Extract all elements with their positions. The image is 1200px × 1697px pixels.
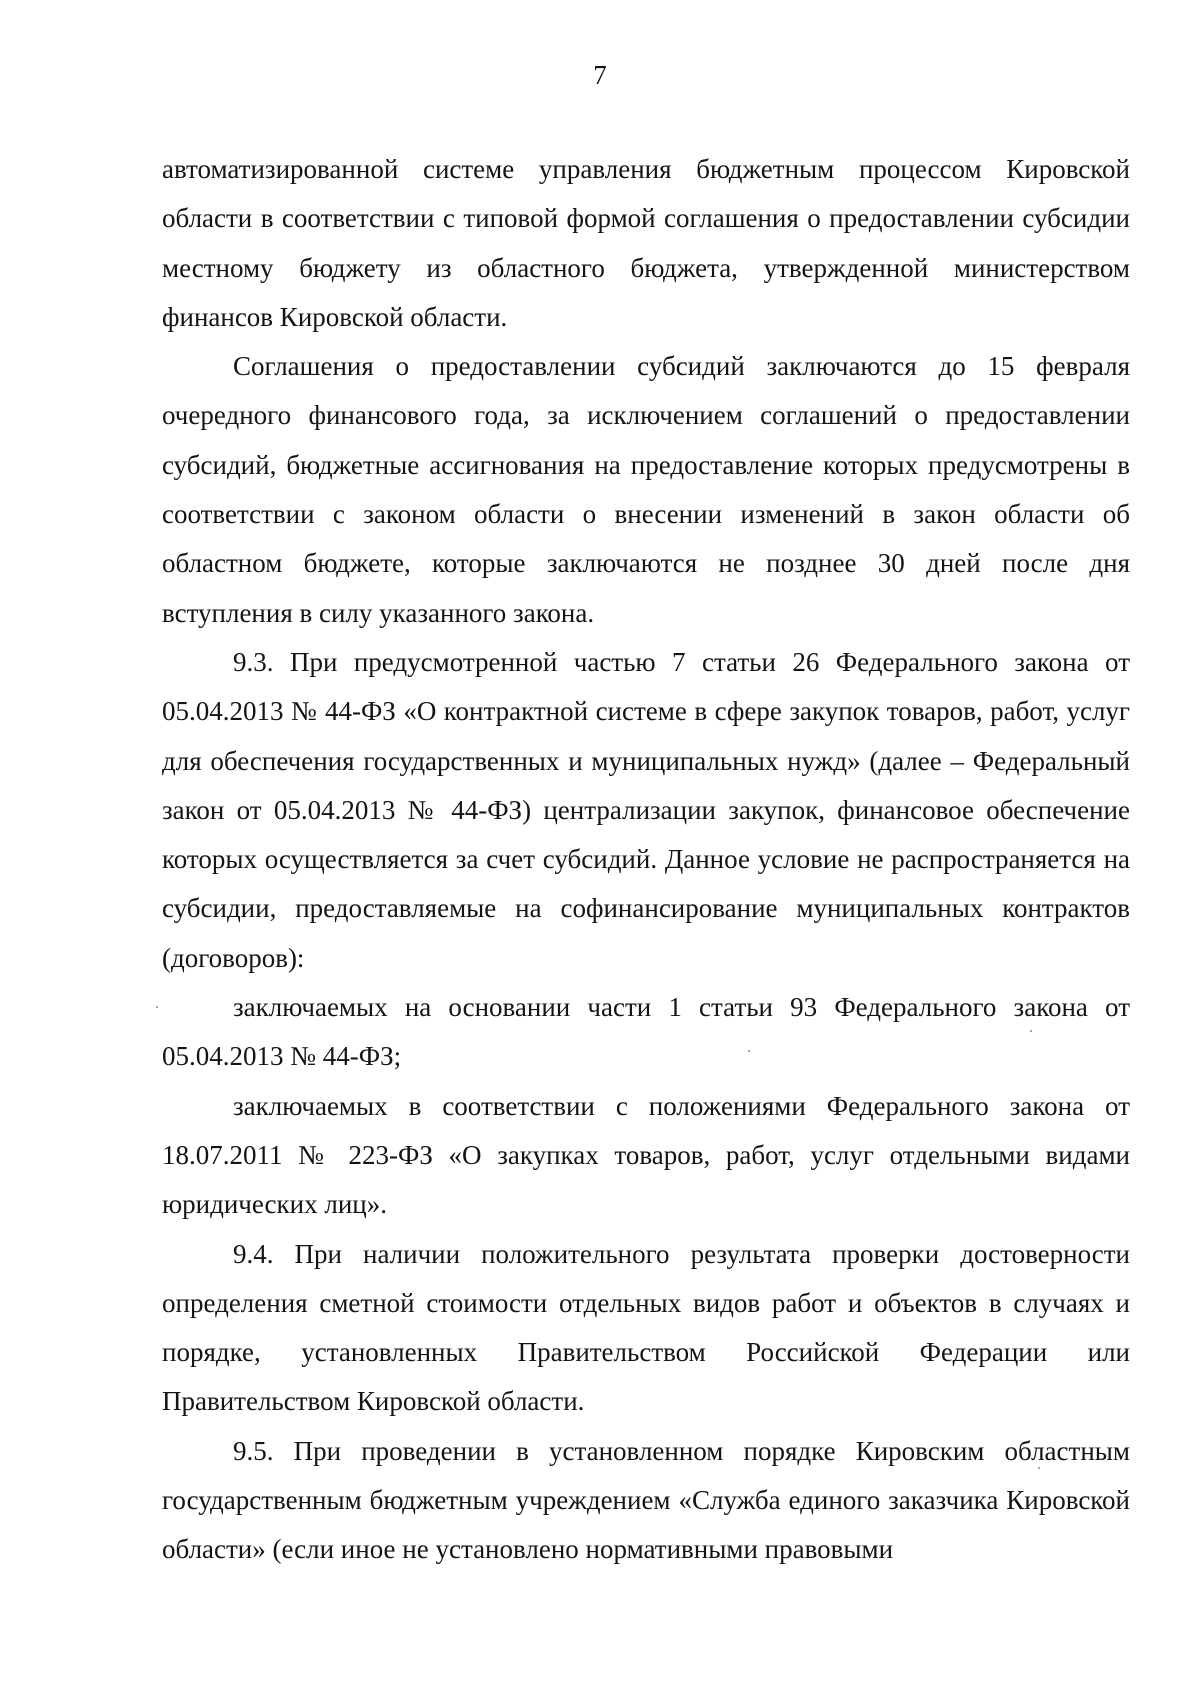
body-text (162, 145, 1130, 1575)
scan-speck (748, 1050, 750, 1052)
page-number: 7 (593, 60, 607, 90)
paragraph-9-3-item-b: заключаемых в соответствии с положениями Федерального закона от 18.07.2011 № 223-ФЗ «О закупках товаров, работ, услуг отдельными видами юридических лиц». (162, 1090, 1130, 1220)
paragraph-9-4: 9.4. При наличии положительного результата проверки достоверности определения сметной стоимости отдельных видов работ и объектов в случаях и порядке, установленных Правительством Российской Федерации или Правительством Кировской области. (162, 1238, 1130, 1417)
scan-speck (156, 1006, 158, 1008)
paragraph-9-3-item-a: заключаемых на основании части 1 статьи 93 Федерального закона от 05.04.2013 № 44-ФЗ; (162, 992, 1130, 1072)
scan-speck (1030, 1030, 1032, 1032)
paragraph-9-5: 9.5. При проведении в установленном порядке Кировским областным государственным бюджетным учреждением «Служба единого заказчика Кировской области» (если иное не установлено нормативными правовыми (162, 1435, 1130, 1565)
paragraph-9-3: 9.3. При предусмотренной частью 7 статьи 26 Федерального закона от 05.04.2013 № 44-ФЗ «О контрактной системе в сфере закупок товаров, работ, услуг для обеспечения государственных и муниципальных нужд» (далее – Федеральный закон от 05.04.2013 № 44-ФЗ) централизации закупок, финансовое обеспечение которых осуществляется за счет субсидий. Данное условие не распространяется на субсидии, предоставляемые на софинансирование муниципальных контрактов (договоров): (162, 646, 1130, 973)
scan-speck (1038, 1467, 1040, 1469)
paragraph-agreements: Соглашения о предоставлении субсидий заключаются до 15 февраля очередного финансового года, за исключением соглашений о предоставлении субсидий, бюджетные ассигнования на предоставление которых предусмотрены в соответствии с законом области о внесении изменений в закон области об областном бюджете, которые заключаются не позднее 30 дней после дня вступления в силу указанного закона. (162, 351, 1130, 628)
paragraph-intro: автоматизированной системе управления бюджетным процессом Кировской области в соответствии с типовой формой соглашения о предоставлении субсидии местному бюджету из областного бюджета, утвержденной министерством финансов Кировской области. (162, 154, 1130, 332)
